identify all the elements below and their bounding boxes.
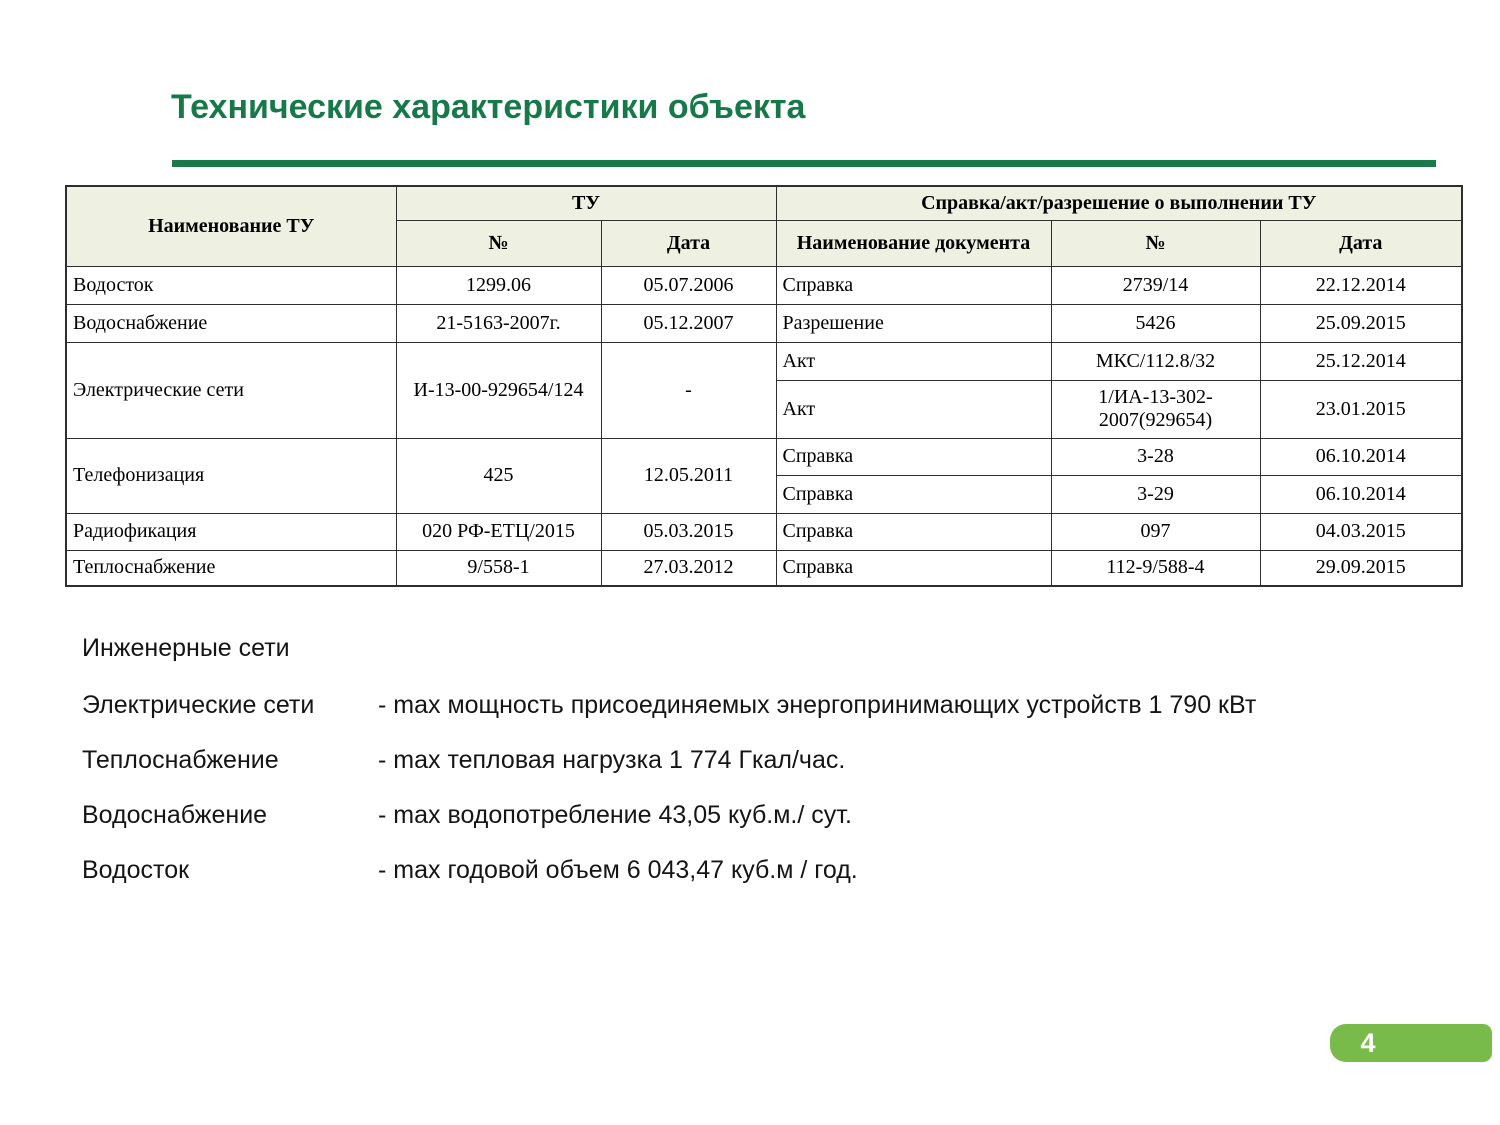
table-header-row-groups [66,186,1462,220]
cell-doc: Справка [776,438,1051,475]
cell-doc-no: 112-9/588-4 [1051,550,1260,586]
table-row [66,550,1462,586]
note-label: Водоснабжение [82,801,268,829]
cell-doc: Справка [776,513,1051,550]
tu-table [65,185,1463,587]
cell-doc: Разрешение [776,304,1051,342]
cell-doc: Справка [776,266,1051,304]
header-doc-no: № [1051,220,1260,266]
note-row [82,800,1256,830]
cell-doc: Справка [776,550,1051,586]
page-title: Технические характеристики объекта [171,88,806,126]
cell-doc-date: 23.01.2015 [1260,380,1462,438]
note-value: - max мощность присоединяемых энергопринимающих устройств 1 790 кВт [378,691,1257,719]
cell-doc-no: 5426 [1051,304,1260,342]
cell-tu-no: 21-5163-2007г. [396,304,601,342]
notes-list [82,690,1256,910]
cell-tu-date: 27.03.2012 [601,550,776,586]
cell-tu-date: 05.12.2007 [601,304,776,342]
cell-doc-no: 1/ИА-13-302-2007(929654) [1051,380,1260,438]
table-row [66,513,1462,550]
table-row [66,266,1462,304]
cell-doc: Акт [776,342,1051,380]
cell-doc: Справка [776,475,1051,513]
cell-doc-no: 3-29 [1051,475,1260,513]
page-number-badge [1330,1024,1492,1062]
cell-doc-date: 04.03.2015 [1260,513,1462,550]
cell-name: Радиофикация [66,513,396,550]
note-value: - max годовой объем 6 043,47 куб.м / год. [378,856,858,884]
cell-doc-date: 06.10.2014 [1260,438,1462,475]
note-label: Водосток [82,856,190,884]
title-underline [172,160,1436,167]
note-value: - max тепловая нагрузка 1 774 Гкал/час. [378,746,846,774]
cell-name: Электрические сети [66,342,396,438]
cell-doc-no: МКС/112.8/32 [1051,342,1260,380]
note-value: - max водопотребление 43,05 куб.м./ сут. [378,801,852,829]
cell-tu-no: 020 РФ-ЕТЦ/2015 [396,513,601,550]
cell-tu-date: 12.05.2011 [601,438,776,513]
note-row [82,745,1256,775]
cell-name: Телефонизация [66,438,396,513]
table-row [66,342,1462,380]
notes-heading: Инженерные сети [82,634,290,662]
note-row [82,690,1256,720]
table-row [66,304,1462,342]
header-doc-date: Дата [1260,220,1462,266]
cell-tu-no: 1299.06 [396,266,601,304]
header-tu-no: № [396,220,601,266]
cell-doc-no: 2739/14 [1051,266,1260,304]
cell-doc-date: 22.12.2014 [1260,266,1462,304]
cell-tu-date: 05.03.2015 [601,513,776,550]
cell-doc-date: 06.10.2014 [1260,475,1462,513]
cell-doc-date: 29.09.2015 [1260,550,1462,586]
cell-tu-no: И-13-00-929654/124 [396,342,601,438]
cell-doc-no: 3-28 [1051,438,1260,475]
note-label: Теплоснабжение [82,746,279,774]
header-name-tu: Наименование ТУ [66,186,396,266]
cell-tu-no: 9/558-1 [396,550,601,586]
header-tu-date: Дата [601,220,776,266]
header-spravka-group: Справка/акт/разрешение о выполнении ТУ [776,186,1462,220]
header-tu-group: ТУ [396,186,776,220]
cell-doc-date: 25.12.2014 [1260,342,1462,380]
cell-tu-date: 05.07.2006 [601,266,776,304]
cell-tu-no: 425 [396,438,601,513]
cell-name: Теплоснабжение [66,550,396,586]
cell-name: Водоснабжение [66,304,396,342]
table-row [66,438,1462,475]
cell-doc-no: 097 [1051,513,1260,550]
cell-doc: Акт [776,380,1051,438]
header-doc-name: Наименование документа [776,220,1051,266]
cell-tu-date: - [601,342,776,438]
note-row [82,855,1256,885]
cell-doc-date: 25.09.2015 [1260,304,1462,342]
cell-name: Водосток [66,266,396,304]
note-label: Электрические сети [82,691,315,719]
page-number: 4 [1360,1027,1376,1058]
